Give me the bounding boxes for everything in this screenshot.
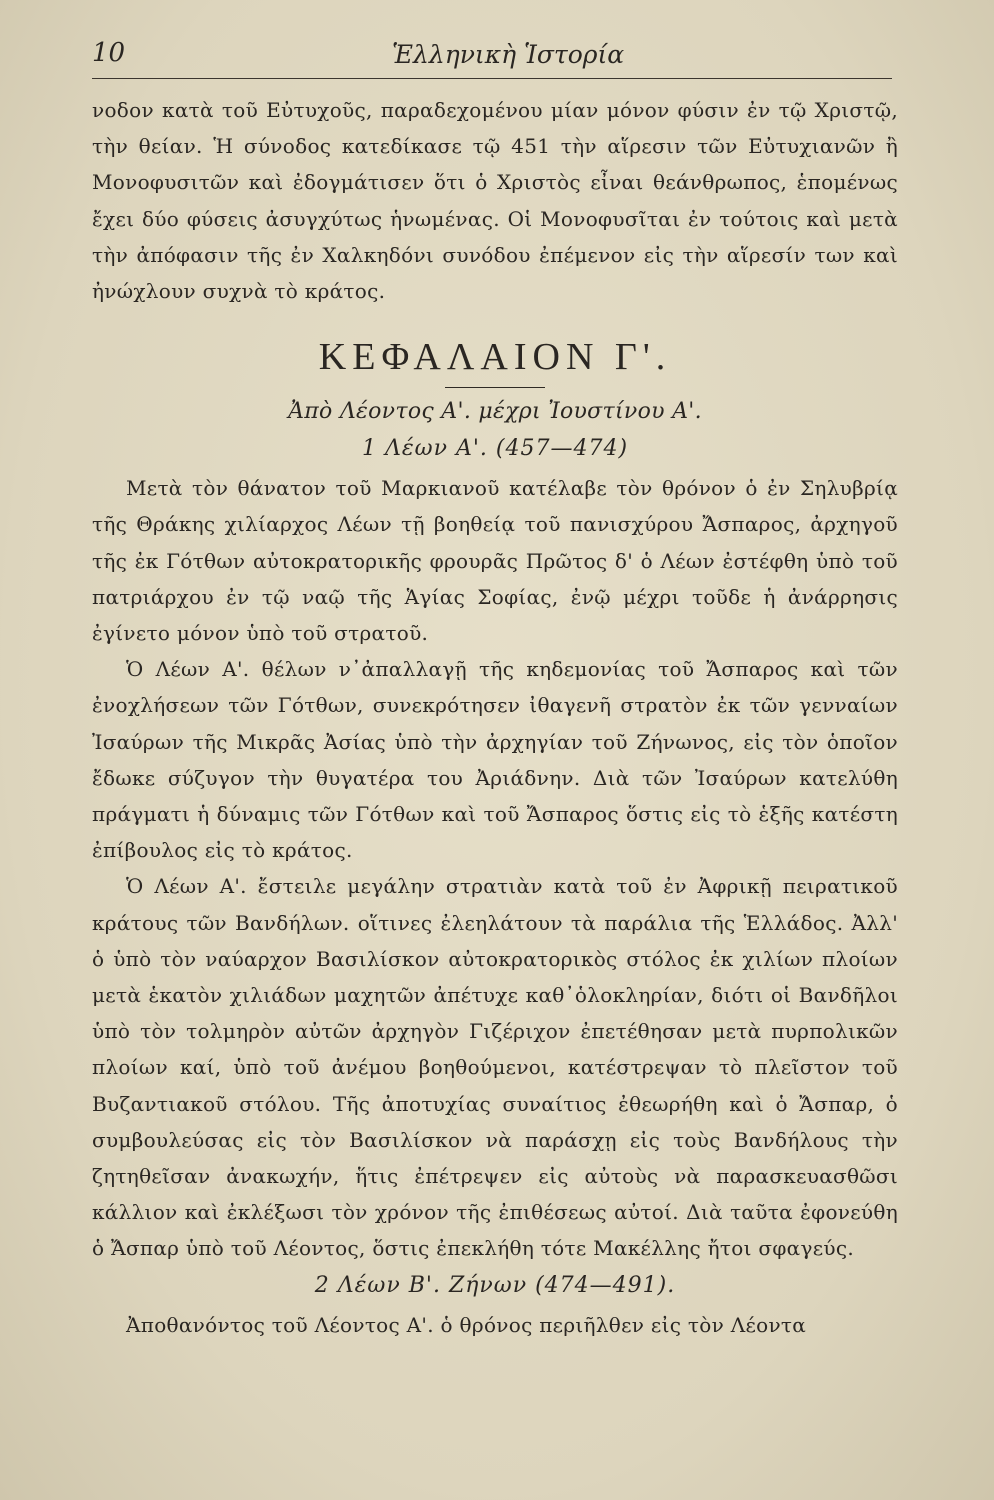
chapter-subtitle: Ἀπὸ Λέοντος Α'. μέχρι Ἰουστίνου Α'. xyxy=(288,399,702,425)
page-header xyxy=(92,38,892,78)
intro-paragraph: νοδον κατὰ τοῦ Εὐτυχοῦς, παραδεχομένου μίαν μόνον φύσιν ἐν τῷ Χριστῷ, τὴν θείαν. Ἡ σύνοδος κατεδίκασε τῷ 451 τὴν αἵρεσιν τῶν Εὐτυχιανῶν ἢ Μονοφυσιτῶν καὶ ἐδογμάτισεν ὅτι ὁ Χριστὸς εἶναι θεάνθρωπος, ἑπομένως ἔχει δύο φύσεις ἀσυγχύτως ἡνωμένας. Οἱ Μονοφυσῖται ἐν τούτοις καὶ μετὰ τὴν ἀπόφασιν τῆς ἐν Χαλκηδόνι συνόδου ἐπέμενον εἰς τὴν αἵρεσίν των καὶ ἠνώχλουν συχνὰ τὸ κράτος. xyxy=(92,98,898,304)
chapter-rule xyxy=(445,387,545,388)
paragraph: Ὁ Λέων Α'. θέλων ν᾽ἀπαλλαγῇ τῆς κηδεμονίας τοῦ Ἄσπαρος καὶ τῶν ἐνοχλήσεων τῶν Γότθων, συνεκρότησεν ἰθαγενῆ στρατὸν ἐκ τῶν γενναίων Ἰσαύρων τῆς Μικρᾶς Ἀσίας ὑπὸ τὴν ἀρχηγίαν τοῦ Ζήνωνος, εἰς τὸν ὁποῖον ἔδωκε σύζυγον τὴν θυγατέρα του Ἀριάδνην. Διὰ τῶν Ἰσαύρων κατελύθη πράγματι ἡ δύναμις τῶν Γότθων καὶ τοῦ Ἄσπαρος ὅστις εἰς τὸ ἑξῆς κατέστη ἐπίβουλος εἰς τὸ κράτος. xyxy=(92,657,898,863)
paragraph: Ὁ Λέων Α'. ἔστειλε μεγάλην στρατιὰν κατὰ τοῦ ἐν Ἀφρικῇ πειρατικοῦ κράτους τῶν Βανδήλων. οἵτινες ἐλεηλάτουν τὰ παράλια τῆς Ἑλλάδος. Ἀλλ' ὁ ὑπὸ τὸν ναύαρχον Βασιλίσκον αὐτοκρατορικὸς στόλος ἐκ χιλίων πλοίων μετὰ ἑκατὸν χιλιάδων μαχητῶν ἀπέτυχε καθ᾽ὁλοκληρίαν, διότι οἱ Βανδῆλοι ὑπὸ τὸν τολμηρὸν αὐτῶν ἀρχηγὸν Γιζέριχον ἐπετέθησαν μετὰ πυρπολικῶν πλοίων καί, ὑπὸ τοῦ ἀνέμου βοηθούμενοι, κατέστρεψαν τὸ πλεῖστον τοῦ Βυζαντιακοῦ στόλου. Τῆς ἀποτυχίας συναίτιος ἐθεωρήθη καὶ ὁ Ἄσπαρ, ὁ συμβουλεύσας εἰς τὸν Βασιλίσκον νὰ παράσχῃ εἰς τοὺς Βανδήλους τὴν ζητηθεῖσαν ἀνακωχήν, ἥτις ἐπέτρεψεν εἰς αὐτοὺς νὰ παρασκευασθῶσι κάλλιον καὶ ἐκλέξωσι τὸν χρόνον τῆς ἐπιθέσεως αὐτοί. Διὰ ταῦτα ἐφονεύθη ὁ Ἄσπαρ ὑπὸ τοῦ Λέοντος, ὅστις ἐπεκλήθη τότε Μακέλλης ἤτοι σφαγεύς. xyxy=(92,874,898,1261)
header-rule xyxy=(92,78,892,79)
body-text xyxy=(92,92,898,1343)
section-heading-leo-ii-zeno: 2 Λέων Β'. Ζήνων (474—491). xyxy=(314,1272,676,1298)
chapter-title: ΚΕΦΑΛΑΙΟΝ Γ'. xyxy=(318,336,672,379)
paragraph: Μετὰ τὸν θάνατον τοῦ Μαρκιανοῦ κατέλαβε τὸν θρόνον ὁ ἐν Σηλυβρίᾳ τῆς Θράκης χιλίαρχος Λέων τῇ βοηθείᾳ τοῦ πανισχύρου Ἄσπαρος, ἀρχηγοῦ τῆς ἐκ Γότθων αὐτοκρατορικῆς φρουρᾶς Πρῶτος δ' ὁ Λέων ἐστέφθη ὑπὸ τοῦ πατριάρχου ἐν τῷ ναῷ τῆς Ἁγίας Σοφίας, ἐνῷ μέχρι τοῦδε ἡ ἀνάρρησις ἐγίνετο μόνον ὑπὸ τοῦ στρατοῦ. xyxy=(92,476,898,646)
running-title: Ἑλληνικὴ Ἱστορία xyxy=(392,40,625,69)
section-heading-leo-i: 1 Λέων Α'. (457—474) xyxy=(361,436,629,462)
page-number: 10 xyxy=(92,38,126,68)
paragraph: Ἀποθανόντος τοῦ Λέοντος Α'. ὁ θρόνος περιῆλθεν εἰς τὸν Λέοντα xyxy=(126,1312,807,1337)
